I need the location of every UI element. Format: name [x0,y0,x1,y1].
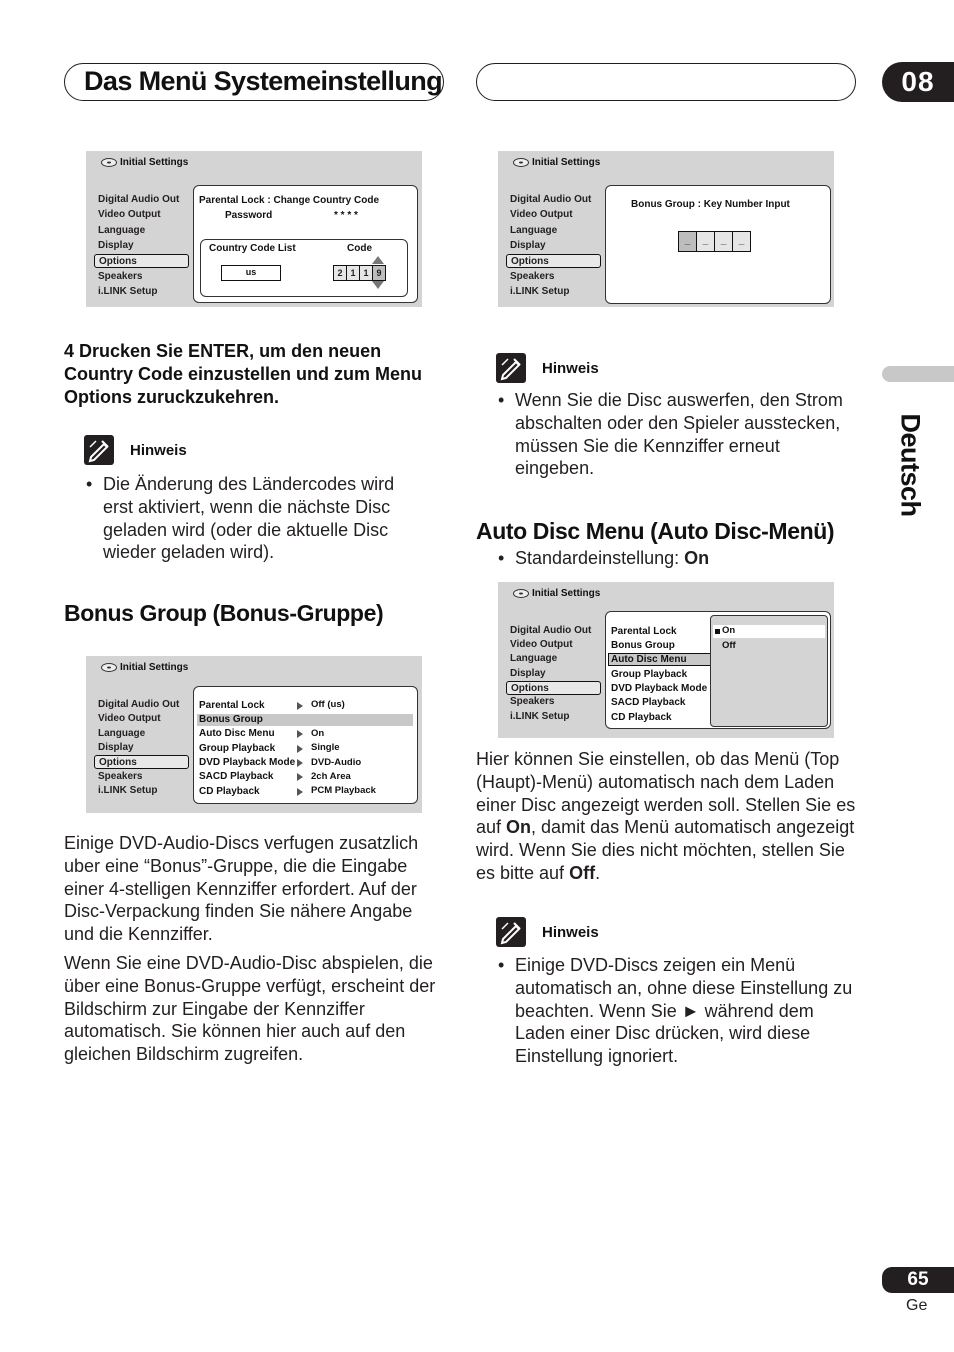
menu-item[interactable]: i.LINK Setup [98,286,158,297]
language-code: Ge [906,1297,928,1314]
key-input-panel [605,185,831,304]
step-4-instruction: 4 Drucken Sie ENTER, um den neuen Country Code einzustellen und zum Menu Options zuruckzukehren. [64,341,423,407]
note-label: Hinweis [130,442,187,459]
submenu-arrow-icon [297,759,303,767]
screen-title: Initial Settings [513,157,600,168]
screen-title: Initial Settings [101,157,188,168]
play-icon: ► [681,1000,700,1021]
disc-icon [513,158,529,167]
value-option-selected[interactable]: On [713,625,825,638]
menu-item[interactable]: i.LINK Setup [510,286,570,297]
menu-item[interactable]: Speakers [98,271,143,282]
option-value: Single [311,742,340,753]
menu-item[interactable]: Digital Audio Out [510,194,592,205]
option-label[interactable]: Bonus Group [611,640,675,651]
menu-item[interactable]: Video Output [510,209,573,220]
option-label[interactable]: DVD Playback Mode [199,757,296,768]
menu-item[interactable]: Display [510,668,546,679]
menu-item[interactable]: i.LINK Setup [510,711,570,722]
disc-icon [101,158,117,167]
country-input[interactable]: us [221,265,281,281]
password-value: * * * * [334,210,358,221]
screen-title: Initial Settings [101,662,188,673]
menu-item[interactable]: Speakers [510,271,555,282]
code-digit-active[interactable]: 9 [372,265,386,281]
menu-item[interactable]: Digital Audio Out [98,699,180,710]
option-label[interactable]: Parental Lock [199,700,265,711]
menu-item-selected[interactable]: Options [94,755,189,769]
auto-disc-paragraph: Hier können Sie einstellen, ob das Menü (Top (Haupt)-Menü) automatisch nach dem Laden einer Disc angezeigt werden soll. Stellen Sie es auf On, damit das Menü automatisch angezeigt wird. Wenn Sie dies nicht möchten, stellen Sie es bitte auf Off. [476,749,856,883]
menu-item[interactable]: Display [510,240,546,251]
password-label: Password [225,210,273,221]
screen-bonus-key-input [498,151,834,307]
side-language-label: Deutsch [895,413,926,517]
key-slot[interactable]: _ [714,231,733,252]
value-option[interactable]: Off [722,640,736,651]
menu-item[interactable]: Language [98,728,146,739]
code-digit[interactable]: 2 [333,265,347,281]
option-label-selected[interactable]: Auto Disc Menu [608,653,711,666]
country-code-box [200,239,408,297]
section-heading-bonus-group: Bonus Group (Bonus-Gruppe) [64,600,384,626]
panel-title: Parental Lock : Change Country Code [199,195,380,206]
settings-panel [193,185,418,303]
note-bullet: • Die Änderung des Ländercodes wird erst aktiviert, wenn die nächste Disc geladen wird (oder die aktuelle Disc wieder geladen wird). [86,474,395,563]
option-value: PCM Playback [311,785,376,796]
menu-item[interactable]: Speakers [98,771,143,782]
submenu-arrow-icon [297,745,303,753]
option-value: Off (us) [311,699,345,710]
country-list-label: Country Code List [209,243,296,254]
menu-item-selected[interactable]: Options [506,254,601,268]
note-bullet: • Einige DVD-Discs zeigen ein Menü automatisch an, ohne diese Einstellung zu beachten. Wenn Sie ► während dem Laden einer Disc drücken, wird diese Einstellung ignoriert. [498,955,853,1067]
submenu-arrow-icon [297,702,303,710]
key-slot-active[interactable]: _ [678,231,697,252]
note-label: Hinweis [542,924,599,941]
key-slot[interactable]: _ [732,231,751,252]
option-label[interactable]: SACD Playback [199,771,274,782]
key-slot[interactable]: _ [696,231,715,252]
option-label[interactable]: Auto Disc Menu [199,728,275,739]
submenu-arrow-icon [297,773,303,781]
value-dropdown [710,615,828,727]
note-bullet: • Wenn Sie die Disc auswerfen, den Strom abschalten oder den Spieler ausstecken, müssen Sie die Kennziffer erneut eingeben. [498,390,843,479]
option-label-selected[interactable]: Bonus Group [199,714,263,725]
code-digit[interactable]: 1 [346,265,360,281]
disc-icon [101,663,117,672]
disc-icon [513,589,529,598]
option-label[interactable]: Group Playback [199,743,276,754]
options-panel [193,686,418,804]
chapter-badge: 08 [882,62,954,102]
menu-item[interactable]: Video Output [98,209,161,220]
screen-auto-disc-menu [498,582,834,738]
menu-item-selected[interactable]: Options [94,254,189,268]
note-icon [496,353,526,383]
option-value: 2ch Area [311,771,351,782]
screen-options-list [86,656,422,813]
menu-item[interactable]: i.LINK Setup [98,785,158,796]
screen-country-code [86,151,422,307]
option-label[interactable]: Group Playback [611,669,688,680]
option-label[interactable]: CD Playback [611,712,672,723]
menu-item[interactable]: Display [98,240,134,251]
menu-item[interactable]: Display [98,742,134,753]
option-label[interactable]: SACD Playback [611,697,686,708]
selected-square-icon [715,629,720,634]
side-tab-marker [882,366,954,382]
menu-item[interactable]: Digital Audio Out [510,625,592,636]
menu-item[interactable]: Video Output [510,639,573,650]
code-label: Code [347,243,372,254]
bonus-paragraph-1: Einige DVD-Audio-Discs verfugen zusatzlich uber eine “Bonus”-Gruppe, die die Eingabe einer 4-stelligen Kennziffer erfordert. Auf der Disc-Verpackung finden Sie nähere Angabe und die Kennziffer. [64,833,419,945]
options-panel [605,611,831,729]
code-digit[interactable]: 1 [359,265,373,281]
page-title: Das Menü Systemeinstellung [84,66,442,96]
option-label[interactable]: DVD Playback Mode [611,683,708,694]
option-label[interactable]: CD Playback [199,786,260,797]
menu-item[interactable]: Language [98,225,146,236]
option-value: DVD-Audio [311,757,362,768]
up-arrow-icon[interactable] [372,256,384,264]
note-label: Hinweis [542,360,599,377]
menu-item-selected[interactable]: Options [506,681,601,695]
panel-title: Bonus Group : Key Number Input [631,199,790,210]
page-number: 65 [882,1267,954,1293]
down-arrow-icon[interactable] [372,281,384,289]
menu-item[interactable]: Video Output [98,713,161,724]
section-heading-auto-disc-menu: Auto Disc Menu (Auto Disc-Menü) [476,518,835,544]
menu-item[interactable]: Language [510,653,558,664]
option-label[interactable]: Parental Lock [611,626,677,637]
default-setting: • Standardeinstellung: On [498,548,710,568]
note-icon [496,917,526,947]
option-value: On [311,728,325,739]
menu-item[interactable]: Speakers [510,696,555,707]
menu-item[interactable]: Language [510,225,558,236]
menu-item[interactable]: Digital Audio Out [98,194,180,205]
submenu-arrow-icon [297,788,303,796]
submenu-arrow-icon [297,730,303,738]
note-icon [84,435,114,465]
bonus-paragraph-2: Wenn Sie eine DVD-Audio-Disc abspielen, die über eine Bonus-Gruppe verfügt, erscheint der Bildschirm zur Eingabe der Kennziffer automatisch. Sie können hier auch auf den gleichen Bildschirm zugreifen. [64,953,436,1065]
header-empty-frame [476,63,856,101]
screen-title: Initial Settings [513,588,600,599]
